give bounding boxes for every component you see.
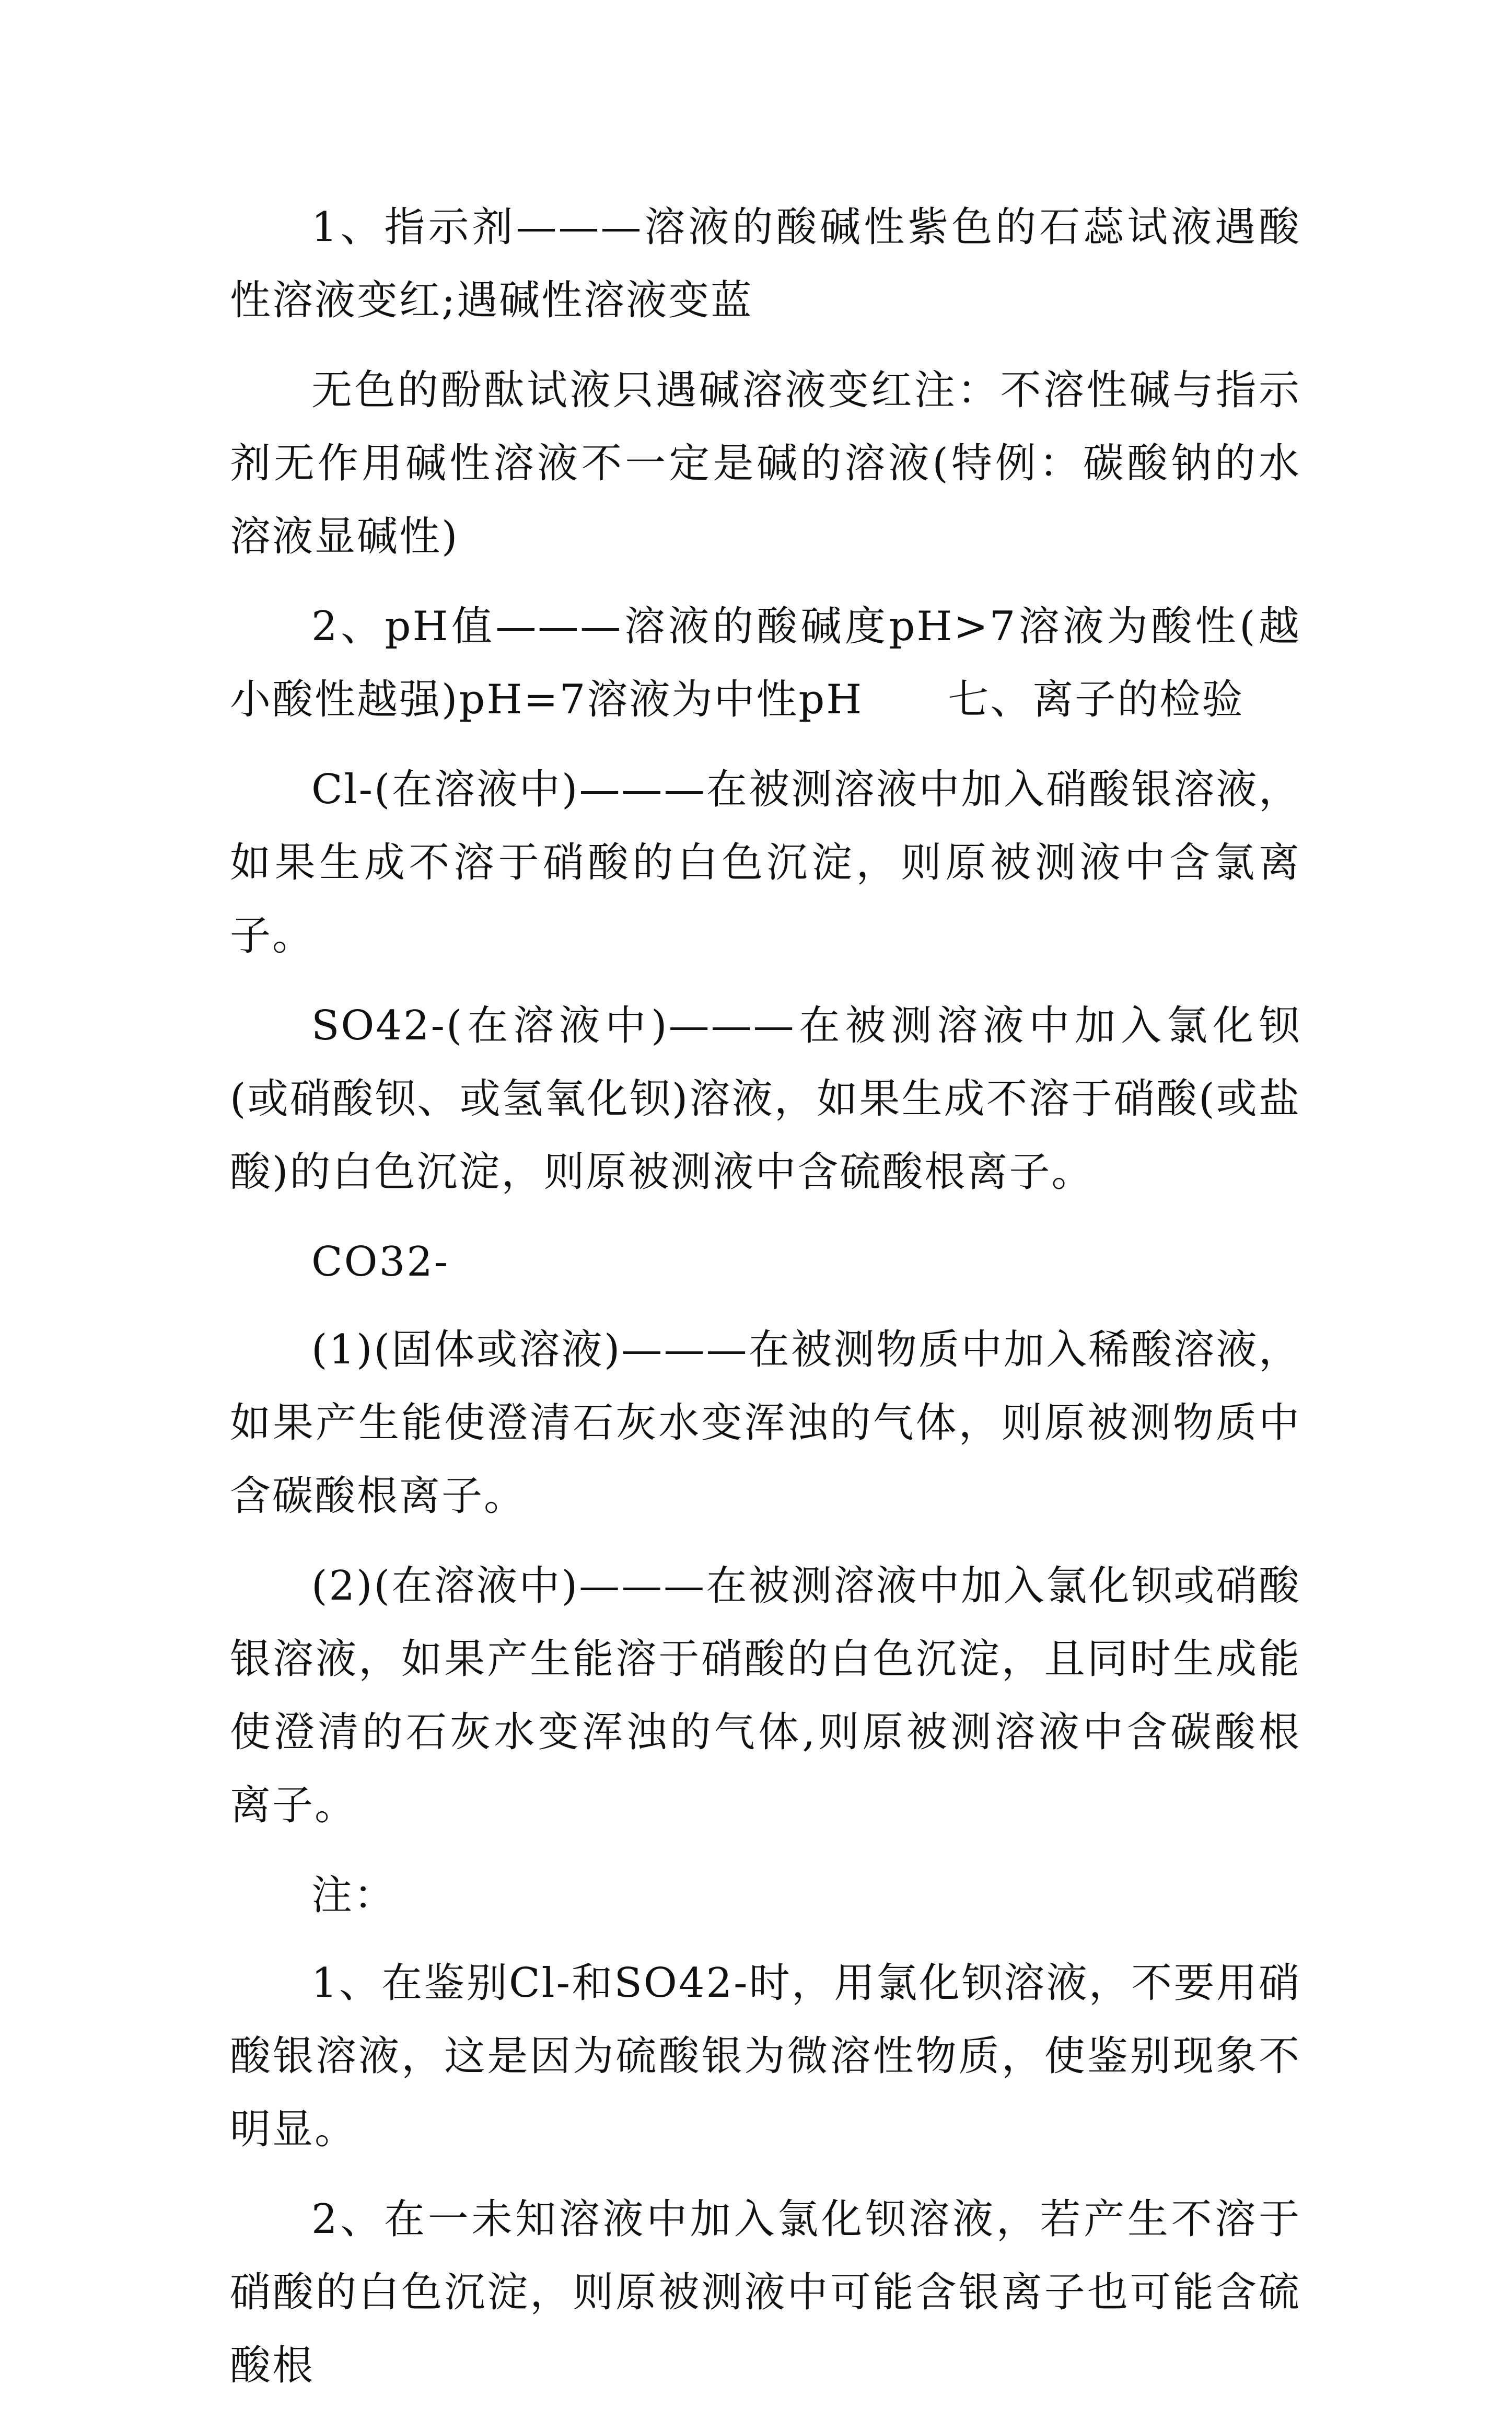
paragraph-carbonate-heading: CO32- xyxy=(311,1239,450,1286)
paragraph-chloride-test: Cl-(在溶液中)———在被测溶液中加入硝酸银溶液，如果生成不溶于硝酸的白色沉淀，则原被测液中含氯离子。 xyxy=(230,766,1301,959)
paragraph-ph-value: 2、pH值———溶液的酸碱度pH>7溶液为酸性(越小酸性越强)pH=7溶液为中性pH 七、离子的检验 xyxy=(230,603,1301,723)
paragraph-phenolphthalein: 无色的酚酞试液只遇碱溶液变红注：不溶性碱与指示剂无作用碱性溶液不一定是碱的溶液(特例：碳酸钠的水溶液显碱性) xyxy=(230,367,1301,560)
document-body xyxy=(230,191,1301,2419)
paragraph-sulfate-test: SO42-(在溶液中)———在被测溶液中加入氯化钡(或硝酸钡、或氢氧化钡)溶液，如果生成不溶于硝酸(或盐酸)的白色沉淀，则原被测液中含硫酸根离子。 xyxy=(230,1002,1301,1196)
paragraph-note-2: 2、在一未知溶液中加入氯化钡溶液，若产生不溶于硝酸的白色沉淀，则原被测液中可能含银离子也可能含硫酸根 xyxy=(230,2196,1301,2389)
paragraph-note-heading: 注： xyxy=(311,1872,397,1919)
paragraph-carbonate-test-2: (2)(在溶液中)———在被测溶液中加入氯化钡或硝酸银溶液，如果产生能溶于硝酸的白色沉淀，且同时生成能使澄清的石灰水变浑浊的气体,则原被测溶液中含碳酸根离子。 xyxy=(230,1562,1301,1829)
paragraph-note-1: 1、在鉴别Cl-和SO42-时，用氯化钡溶液，不要用硝酸银溶液，这是因为硫酸银为微溶性物质，使鉴别现象不明显。 xyxy=(230,1960,1301,2153)
paragraph-indicator: 1、指示剂———溶液的酸碱性紫色的石蕊试液遇酸性溶液变红;遇碱性溶液变蓝 xyxy=(230,204,1301,324)
paragraph-carbonate-test-1: (1)(固体或溶液)———在被测物质中加入稀酸溶液，如果产生能使澄清石灰水变浑浊的气体，则原被测物质中含碳酸根离子。 xyxy=(230,1326,1301,1520)
